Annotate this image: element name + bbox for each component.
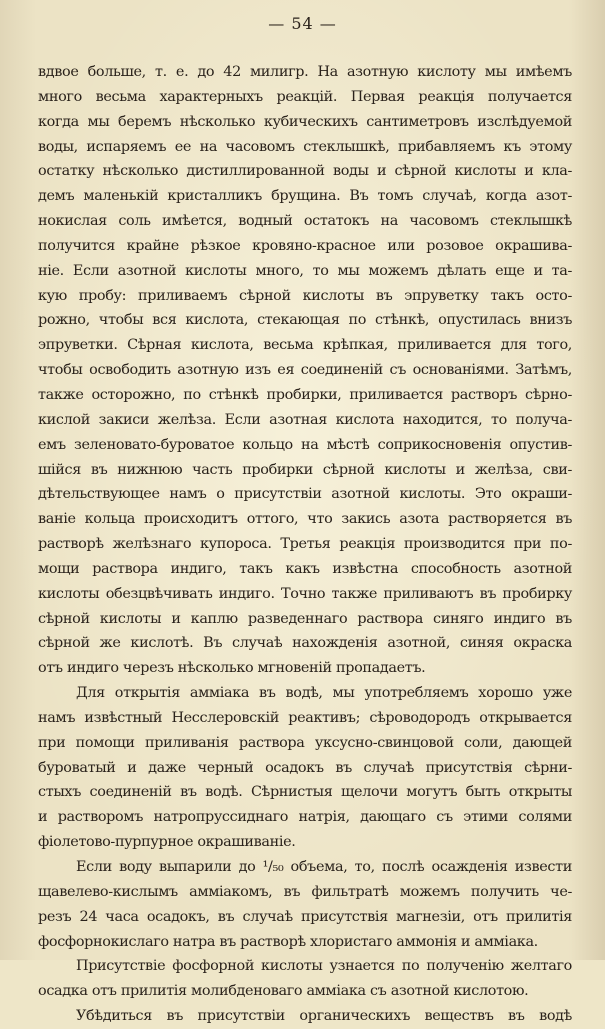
text-line: вдвое больше, т. е. до 42 милигр. На азотную кислоту мы имѣемъ	[38, 64, 572, 80]
body-text	[38, 60, 572, 1029]
text-line: стыхъ соединеній въ водѣ. Сѣрнистыя щелочи могутъ быть открыты	[38, 784, 572, 801]
text-line: Для открытія аммiака въ водѣ, мы употребляемъ хорошо уже	[76, 685, 572, 702]
text-line: мощи раствора индиго, такъ какъ извѣстна способность азотной	[38, 560, 572, 577]
text-line: отъ индиго черезъ нѣсколько мгновеній пропадаетъ.	[38, 660, 426, 677]
text-line: осадка отъ прилитія молибденоваго аммiака съ азотной кислотою.	[38, 983, 529, 1000]
text-line: Убѣдиться въ присутствіи органическихъ веществъ въ водѣ	[76, 1008, 572, 1025]
text-line: кую пробу: приливаемъ сѣрной кислоты въ эпруветку такъ осто-	[38, 287, 572, 304]
text-line: сѣрной же кислотѣ. Въ случаѣ нахожденія азотной, синяя окраска	[38, 635, 572, 652]
text-line: Если воду выпарили до ¹/₅₀ объема, то, послѣ осажденія извести	[76, 859, 572, 875]
text-line: фосфорнокислаго натра въ растворѣ хлористаго аммонія и аммiака.	[38, 933, 538, 950]
text-line: резъ 24 часа осадокъ, въ случаѣ присутствія магнезіи, отъ прилитія	[38, 908, 572, 925]
text-line: чтобы освободить азотную изъ ея соединеній съ основаніями. Затѣмъ,	[38, 362, 572, 379]
text-line: дѣтельствующее намъ о присутствіи азотной кислоты. Это окраши-	[38, 486, 572, 503]
text-line: кислой закиси желѣза. Если азотная кислота находится, то получа-	[38, 411, 572, 428]
text-line: намъ извѣстный Несслеровскій реактивъ; сѣроводородъ открывается	[38, 709, 572, 726]
text-line: щавелево-кислымъ аммiакомъ, въ фильтратѣ можемъ получить че-	[38, 883, 572, 900]
text-line: при помощи приливанія раствора уксусно-свинцовой соли, дающей	[38, 734, 572, 751]
text-line: рожно, чтобы вся кислота, стекающая по стѣнкѣ, опустилась внизъ	[38, 312, 572, 329]
page-number: — 54 —	[268, 14, 337, 33]
text-line: также осторожно, по стѣнкѣ пробирки, приливается растворъ сѣрно-	[38, 386, 572, 403]
text-line: демъ маленькій кристалликъ брущина. Въ томъ случаѣ, когда азот-	[38, 188, 572, 205]
text-line: емъ зеленовато-буроватое кольцо на мѣстѣ соприкосновенія опустив-	[38, 436, 572, 453]
text-line: остатку нѣсколько дистиллированной воды и сѣрной кислоты и кла-	[38, 163, 572, 180]
text-line: шійся въ нижнюю часть пробирки сѣрной кислоты и желѣза, сви-	[38, 461, 572, 478]
text-line: сѣрной кислоты и каплю разведеннаго раствора синяго индиго въ	[38, 610, 572, 627]
text-line: буроватый и даже черный осадокъ въ случаѣ присутствія сѣрни-	[38, 759, 572, 776]
text-line: эпруветки. Сѣрная кислота, весьма крѣпкая, приливается для того,	[38, 337, 572, 354]
text-line: ваніе кольца происходитъ оттого, что закись азота растворяется въ	[38, 511, 572, 528]
text-line: ніе. Если азотной кислоты много, то мы можемъ дѣлать еще и та-	[38, 262, 572, 279]
text-line: и растворомъ натропруссиднаго натрія, дающаго съ этими солями	[38, 809, 572, 826]
text-line: получится крайне рѣзкое кровяно-красное или розовое окрашива-	[38, 237, 572, 254]
text-line: растворѣ желѣзнаго купороса. Третья реакція производится при по-	[38, 536, 572, 553]
text-line: фіолетово-пурпурное окрашиваніе.	[38, 834, 296, 851]
text-line: много весьма характерныхъ реакцій. Первая реакція получается	[38, 88, 572, 105]
text-line: кислоты обезцвѣчивать индиго. Точно также приливаютъ въ пробирку	[38, 585, 572, 602]
text-line: воды, испаряемъ ее на часовомъ стеклышкѣ, прибавляемъ къ этому	[38, 138, 572, 155]
text-line: когда мы беремъ нѣсколько кубическихъ сантиметровъ изслѣдуемой	[38, 113, 572, 130]
text-line: Присутствіе фосфорной кислоты узнается по полученію желтаго	[76, 958, 572, 975]
text-line: нокислая соль имѣется, водный остатокъ на часовомъ стеклышкѣ	[38, 213, 572, 230]
